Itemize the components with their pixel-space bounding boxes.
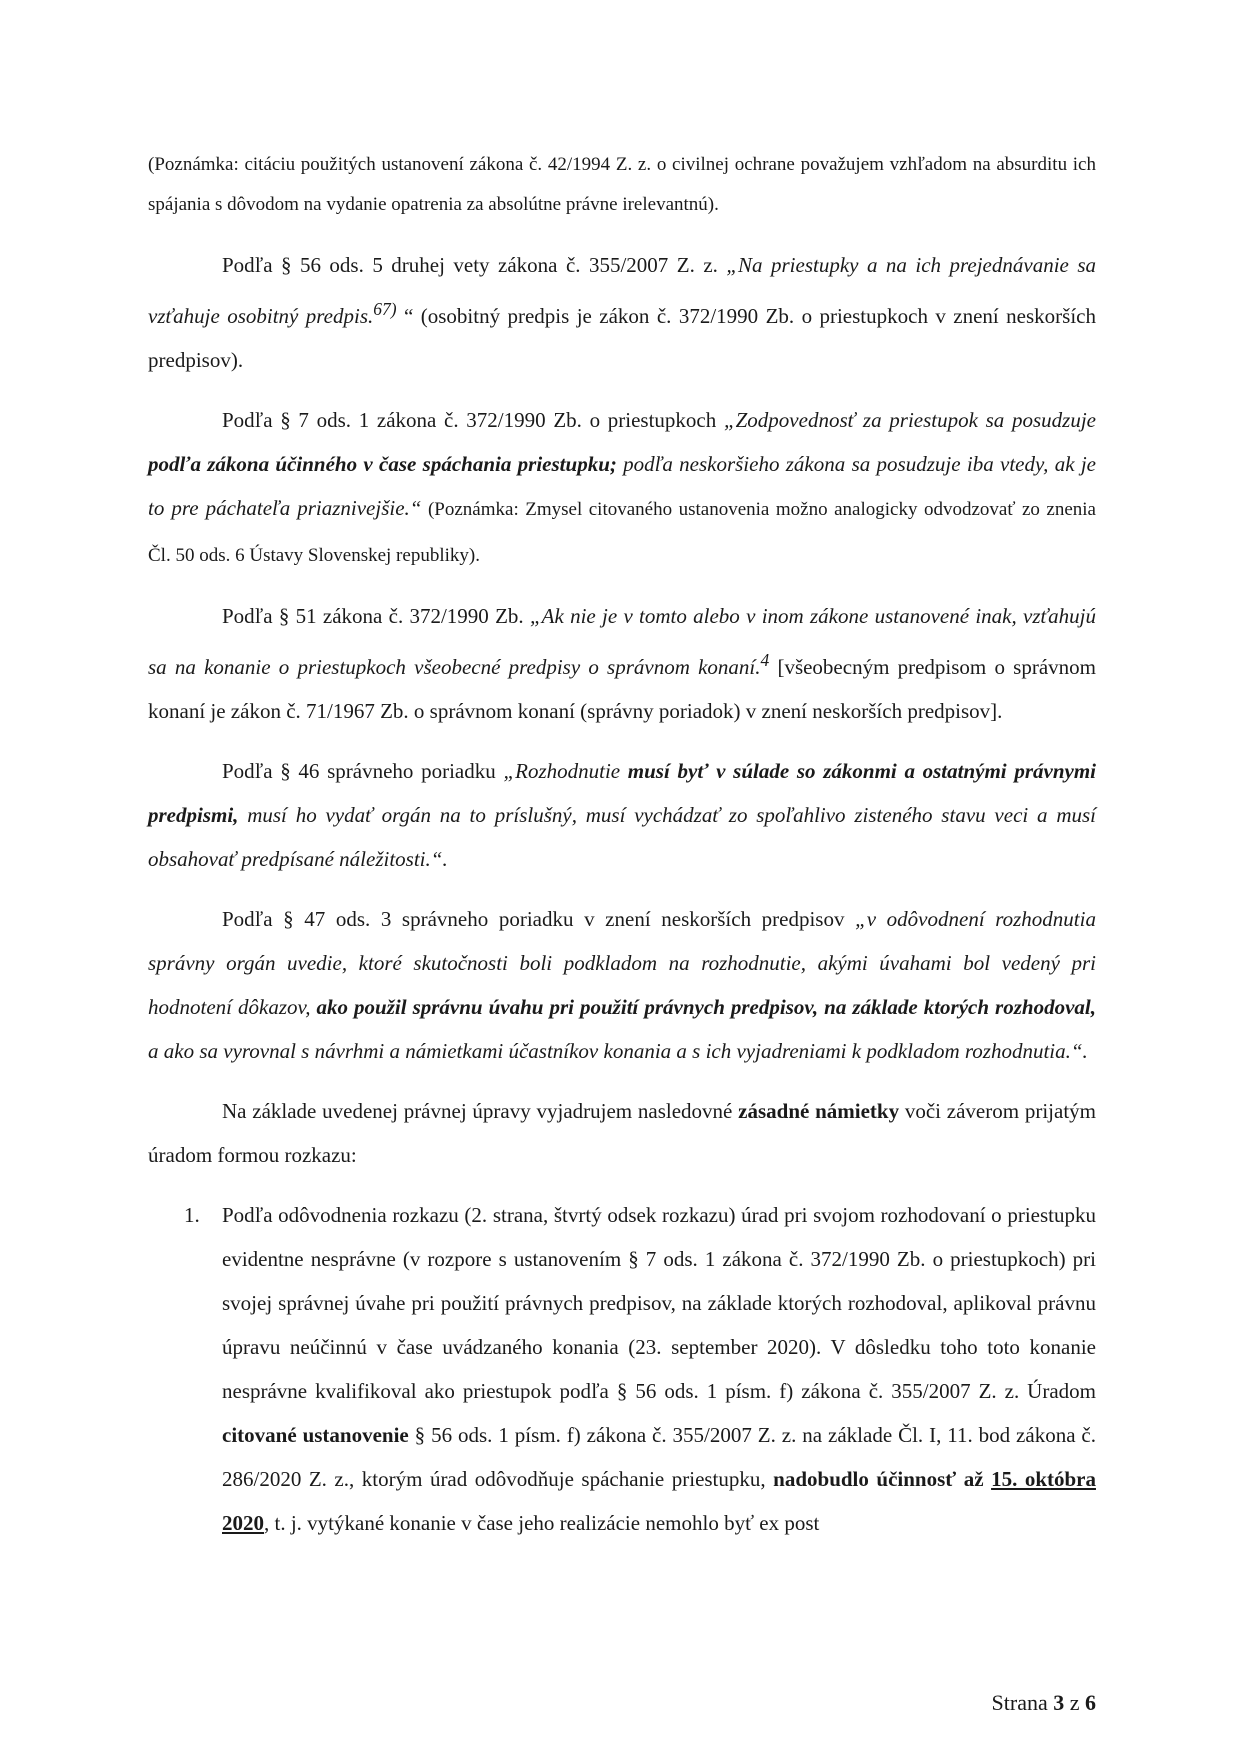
text: Podľa § 7 ods. 1 zákona č. 372/1990 Zb. o priestupkoch bbox=[222, 408, 724, 432]
quote: „Ak nie je v tomto alebo v inom zákone ustanovené inak, vzťahujú sa na konanie o priestupkoch všeobecné predpisy o správnom konaní. bbox=[148, 604, 1096, 679]
footer-label: Strana bbox=[991, 1690, 1054, 1715]
text: Podľa odôvodnenia rozkazu (2. strana, štvrtý odsek rozkazu) úrad pri svojom rozhodovaní o priestupku evidentne nesprávne (v rozpore s ustanovením § 7 ods. 1 zákona č. 372/1990 Zb. o priestupkoch) pri svojej správnej úvahe pri použití právnych predpisov, na základe ktorých rozhodoval, aplikoval právnu úpravu neúčinnú v čase uvádzaného konania (23. september 2020). V dôsledku toho toto konanie nesprávne kvalifikoval ako priestupok podľa § 56 ods. 1 písm. f) zákona č. 355/2007 Z. z. Úradom bbox=[222, 1203, 1096, 1403]
quote: musí ho vydať orgán na to príslušný, musí vychádzať zo spoľahlivo zisteného stavu veci a musí obsahovať predpísané náležitosti.“. bbox=[148, 803, 1096, 871]
emphasis: citované ustanovenie bbox=[222, 1423, 409, 1447]
list-item bbox=[148, 1193, 1096, 1545]
note-civil-protection: (Poznámka: citáciu použitých ustanovení zákona č. 42/1994 Z. z. o civilnej ochrane považujem vzhľadom na absurditu ich spájania s dôvodom na vydanie opatrenia za absolútne právne irelevantnú). bbox=[148, 154, 1096, 215]
quote: „v odôvodnení rozhodnutia správny orgán uvedie, ktoré skutočnosti boli podkladom na rozhodnutie, akými úvahami bol vedený pri hodnotení dôkazov, bbox=[148, 907, 1096, 1019]
emphasis: nadobudlo účinnosť až bbox=[773, 1467, 992, 1491]
footnote-ref: 67) bbox=[373, 299, 397, 319]
emphasis: zásadné námietky bbox=[738, 1099, 900, 1123]
document-page bbox=[148, 145, 1096, 1545]
note: (Poznámka: Zmysel citovaného ustanovenia možno analogicky odvodzovať zo znenia Čl. 50 ods. 6 Ústavy Slovenskej republiky). bbox=[148, 499, 1096, 566]
text: Na základe uvedenej právnej úpravy vyjadrujem nasledovné bbox=[222, 1099, 739, 1123]
text: Podľa § 56 ods. 5 druhej vety zákona č. 355/2007 Z. z. bbox=[222, 253, 727, 277]
paragraph-56-5 bbox=[148, 243, 1096, 382]
list-item-number: 1. bbox=[184, 1203, 200, 1227]
text: , t. j. vytýkané konanie v čase jeho realizácie nemohlo byť ex post bbox=[264, 1511, 820, 1535]
quote: „Na priestupky a na ich prejednávanie sa vzťahuje osobitný predpis. bbox=[148, 253, 1096, 328]
paragraph-47-3 bbox=[148, 897, 1096, 1073]
text: Podľa § 51 zákona č. 372/1990 Zb. bbox=[222, 604, 530, 628]
text: § 56 ods. 1 písm. f) zákona č. 355/2007 Z. z. na základe Čl. I, 11. bod zákona č. 286/2020 Z. z., ktorým úrad odôvodňuje spáchanie priestupku, bbox=[222, 1423, 1096, 1491]
current-page: 3 bbox=[1053, 1690, 1065, 1715]
footnote-ref: 4 bbox=[760, 650, 770, 670]
text: “ (osobitný predpis je zákon č. 372/1990 Zb. o priestupkoch v znení neskorších predpisov). bbox=[148, 304, 1096, 372]
text: Podľa § 46 správneho poriadku bbox=[222, 759, 504, 783]
quote-emphasis: podľa zákona účinného v čase spáchania priestupku; bbox=[148, 452, 617, 476]
total-pages: 6 bbox=[1085, 1690, 1096, 1715]
footer-of: z bbox=[1064, 1690, 1085, 1715]
objections-list bbox=[148, 1193, 1096, 1545]
paragraph-objections-intro bbox=[148, 1089, 1096, 1177]
quote: „Zodpovednosť za priestupok sa posudzuje bbox=[723, 408, 1096, 432]
quote-emphasis: ako použil správnu úvahu pri použití právnych predpisov, na základe ktorých rozhodoval, bbox=[316, 995, 1096, 1019]
quote: a ako sa vyrovnal s návrhmi a námietkami účastníkov konania a s ich vyjadreniami k podkladom rozhodnutia.“. bbox=[148, 1039, 1088, 1063]
text: [všeobecným predpisom o správnom konaní je zákon č. 71/1967 Zb. o správnom konaní (správny poriadok) v znení neskorších predpisov]. bbox=[148, 655, 1096, 723]
page-number-footer bbox=[992, 1690, 1096, 1716]
quote: podľa neskoršieho zákona sa posudzuje iba vtedy, ak je to pre páchateľa priaznivejšie.“ bbox=[148, 452, 1096, 520]
paragraph-51 bbox=[148, 594, 1096, 733]
quote-emphasis: musí byť v súlade so zákonmi a ostatnými právnymi predpismi, bbox=[148, 759, 1096, 827]
text: Podľa § 47 ods. 3 správneho poriadku v znení neskorších predpisov bbox=[222, 907, 856, 931]
emphasis-date: 15. októbra 2020 bbox=[222, 1467, 1096, 1535]
quote: „Rozhodnutie bbox=[503, 759, 628, 783]
paragraph-46 bbox=[148, 749, 1096, 881]
text: voči záverom prijatým úradom formou rozkazu: bbox=[148, 1099, 1096, 1167]
paragraph-7-1 bbox=[148, 398, 1096, 578]
